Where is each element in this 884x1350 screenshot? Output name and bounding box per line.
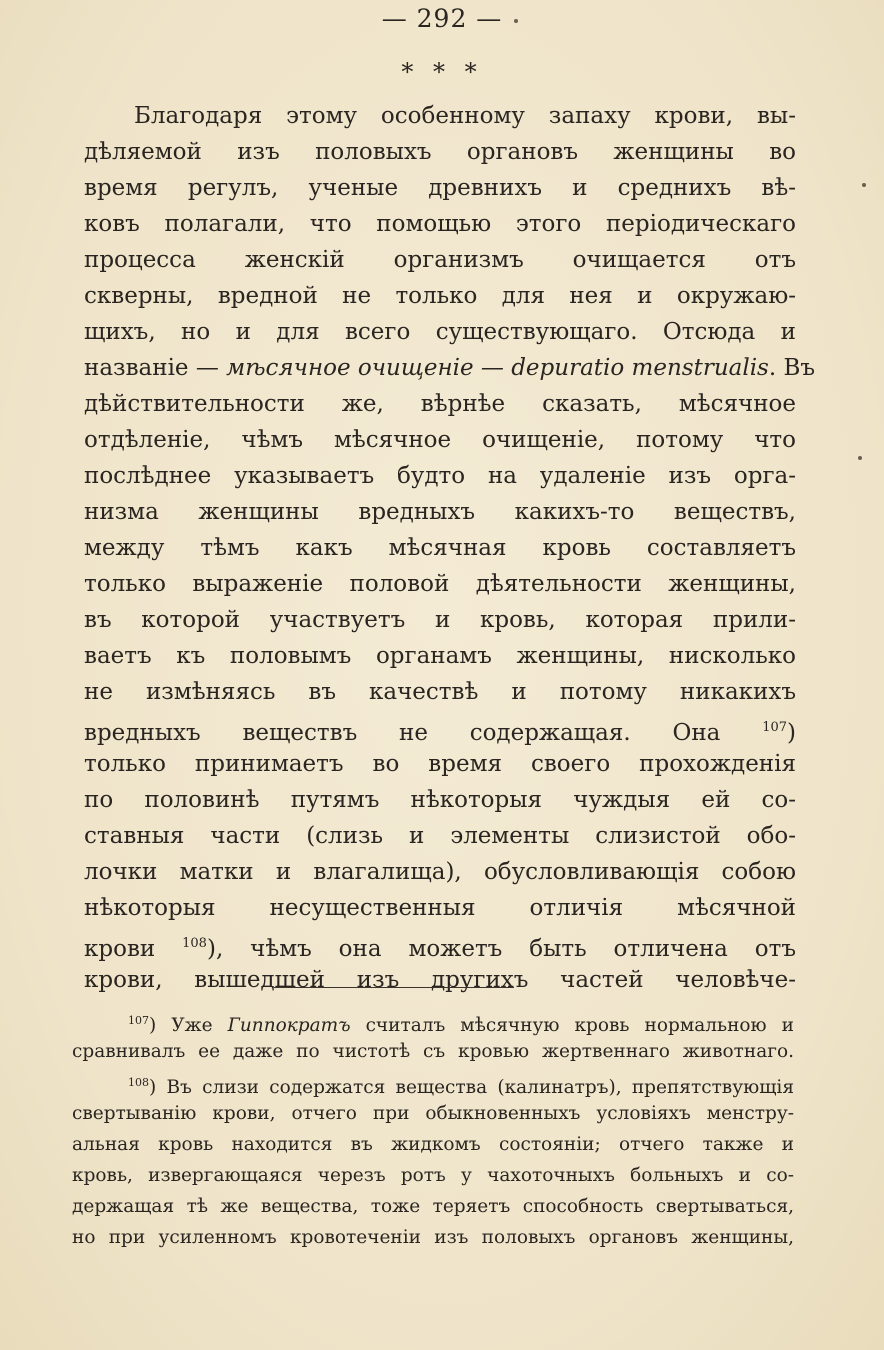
text-line: отдѣленіе, чѣмъ мѣсячное очищеніе, потому что	[84, 427, 796, 453]
text-run: ), чѣмъ она можетъ быть отличена отъ	[206, 936, 796, 962]
footnote-marker: 107	[762, 720, 788, 735]
text-line: ковъ полагали, что помощью этого періодическаго	[84, 211, 796, 237]
main-text	[84, 98, 816, 998]
footnote-line: альная кровь находится въ жидкомъ состояніи; отчего также и	[72, 1134, 794, 1155]
text-line	[84, 710, 796, 746]
footnotes	[72, 1005, 794, 1253]
footnote-number: 108	[128, 1076, 149, 1089]
footnote-start-line	[72, 1005, 794, 1036]
text-line: между тѣмъ какъ мѣсячная кровь составляетъ	[84, 535, 796, 561]
footnote-line: держащая тѣ же вещества, тоже теряетъ способность свертываться,	[72, 1196, 794, 1217]
footnote-line: кровь, извергающаяся черезъ ротъ у чахоточныхъ больныхъ и со-	[72, 1165, 794, 1186]
footnote-marker: 108	[182, 936, 207, 951]
text-line: низма женщины вредныхъ какихъ-то веществъ,	[84, 499, 796, 525]
text-line: по половинѣ путямъ нѣкоторыя чуждыя ей со-	[84, 787, 796, 813]
footnote-line: но при усиленномъ кровотеченіи изъ половыхъ органовъ женщины,	[72, 1227, 794, 1248]
text-run: вредныхъ веществъ не содержащая. Она	[84, 720, 763, 746]
text-line	[84, 926, 796, 962]
footnote-line: свертыванію крови, отчего при обыкновенныхъ условіяхъ менстру-	[72, 1103, 794, 1124]
text-line: процесса женскій организмъ очищается отъ	[84, 247, 796, 273]
text-run: ) Уже	[149, 1015, 228, 1036]
text-run: ) Въ слизи содержатся вещества (калинатръ), препятствующія	[149, 1077, 794, 1098]
footnote-separator	[274, 987, 514, 988]
italic-term: мѣсячное очищеніе — depuratio menstrualis	[226, 355, 769, 381]
text-line: скверны, вредной не только для нея и окружаю-	[84, 283, 796, 309]
text-line: щихъ, но и для всего существующаго. Отсюда и	[84, 319, 796, 345]
text-line: въ которой участвуетъ и кровь, которая прили-	[84, 607, 796, 633]
paper-speck	[858, 456, 862, 460]
text-line: Благодаря этому особенному запаху крови, вы-	[134, 103, 796, 129]
text-line: только принимаетъ во время своего прохожденія	[84, 751, 796, 777]
text-line: не измѣняясь въ качествѣ и потому никакихъ	[84, 679, 796, 705]
text-line: ваетъ къ половымъ органамъ женщины, нисколько	[84, 643, 796, 669]
section-asterism: * * *	[401, 58, 483, 86]
text-run: . Въ	[768, 355, 816, 381]
paper-speck	[514, 19, 518, 23]
italic-name: Гиппократъ	[227, 1015, 351, 1036]
text-run: крови	[84, 936, 183, 962]
footnote-number: 107	[128, 1014, 149, 1027]
page-number: — 292 —	[381, 4, 503, 33]
text-line: дѣйствительности же, вѣрнѣе сказать, мѣсячное	[84, 391, 796, 417]
text-line: крови, вышедшей изъ другихъ частей человѣче-	[84, 967, 796, 993]
text-line: время регулъ, ученые древнихъ и среднихъ вѣ-	[84, 175, 796, 201]
footnote-start-line	[72, 1067, 794, 1098]
text-line: нѣкоторыя несущественныя отличія мѣсячной	[84, 895, 796, 921]
footnote-line: сравнивалъ ее даже по чистотѣ съ кровью жертвеннаго животнаго.	[72, 1041, 794, 1062]
text-run: названіе —	[84, 355, 227, 381]
text-line: дѣляемой изъ половыхъ органовъ женщины во	[84, 139, 796, 165]
text-run: считалъ мѣсячную кровь нормальною и	[350, 1015, 794, 1036]
paper-speck	[862, 183, 866, 187]
text-line: лочки матки и влагалища), обусловливающія собою	[84, 859, 796, 885]
text-line: ставныя части (слизь и элементы слизистой обо-	[84, 823, 796, 849]
text-line	[84, 350, 816, 386]
text-line: послѣднее указываетъ будто на удаленіе изъ орга-	[84, 463, 796, 489]
text-line: только выраженіе половой дѣятельности женщины,	[84, 571, 796, 597]
text-run: )	[787, 720, 796, 746]
